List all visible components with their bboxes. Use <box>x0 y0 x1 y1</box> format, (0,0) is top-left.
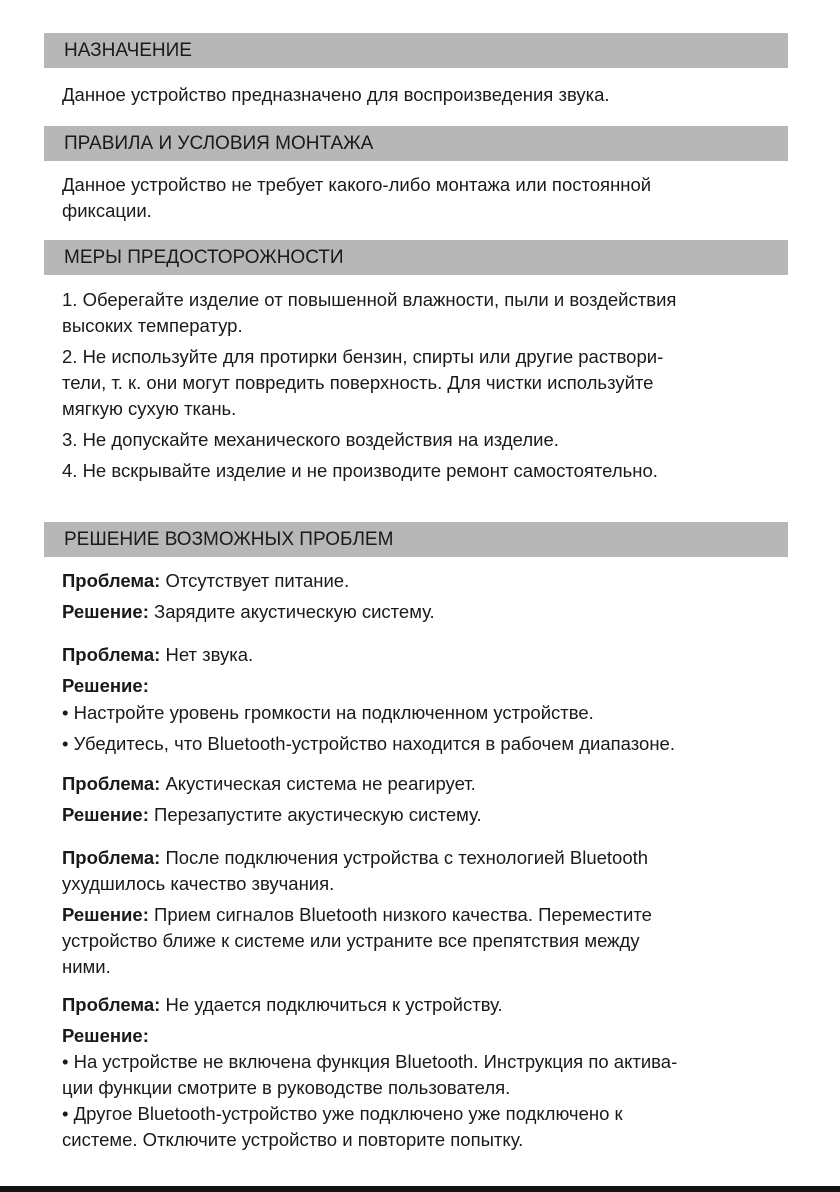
precaution-line: высоких температур. <box>62 315 243 336</box>
problem-text: Акустическая система не реагирует. <box>165 773 476 794</box>
section-title: ПРАВИЛА И УСЛОВИЯ МОНТАЖА <box>64 133 374 154</box>
solution-text: Зарядите акустическую систему. <box>154 601 435 622</box>
problem-3 <box>62 771 782 797</box>
problem-text: После подключения устройства с технологией Bluetooth <box>165 847 649 868</box>
precaution-line: 2. Не используйте для протирки бензин, спирты или другие раствори- <box>62 346 664 367</box>
problem-text: Не удается подключиться к устройству. <box>165 994 503 1015</box>
problem-label: Проблема: <box>62 644 161 665</box>
solution-label: Решение: <box>62 904 149 925</box>
section-title: МЕРЫ ПРЕДОСТОРОЖНОСТИ <box>64 247 344 268</box>
solution-item: • Настройте уровень громкости на подключенном устройстве. <box>62 702 594 723</box>
precaution-line: тели, т. к. они могут повредить поверхность. Для чистки используйте <box>62 372 654 393</box>
precaution-line: 3. Не допускайте механического воздействия на изделие. <box>62 429 559 450</box>
section-title: РЕШЕНИЕ ВОЗМОЖНЫХ ПРОБЛЕМ <box>64 529 394 550</box>
purpose-text: Данное устройство предназначено для воспроизведения звука. <box>62 84 610 105</box>
solution-label: Решение: <box>62 1025 149 1046</box>
solution-item: • Другое Bluetooth-устройство уже подключено уже подключено к <box>62 1103 623 1124</box>
solution-1 <box>62 599 782 625</box>
solution-text: Перезапустите акустическую систему. <box>154 804 482 825</box>
solution-item: • На устройстве не включена функция Bluetooth. Инструкция по актива- <box>62 1051 678 1072</box>
section-header-troubleshooting <box>44 522 788 557</box>
solution-item: системе. Отключите устройство и повторите попытку. <box>62 1129 524 1150</box>
problem-4 <box>62 845 782 871</box>
section-header-precautions <box>44 240 788 275</box>
problem-label: Проблема: <box>62 570 161 591</box>
problem-text: Нет звука. <box>165 644 254 665</box>
problem-label: Проблема: <box>62 847 161 868</box>
solution-text-line: устройство ближе к системе или устраните все препятствия между <box>62 930 640 951</box>
solution-text-line: ними. <box>62 956 111 977</box>
page-bottom-rule <box>0 1186 840 1192</box>
problem-1 <box>62 568 782 594</box>
section-title: НАЗНАЧЕНИЕ <box>64 40 192 61</box>
problem-text-line: ухудшилось качество звучания. <box>62 873 335 894</box>
solution-item: • Убедитесь, что Bluetooth-устройство находится в рабочем диапазоне. <box>62 733 675 754</box>
section-header-installation <box>44 126 788 161</box>
solution-label: Решение: <box>62 601 149 622</box>
installation-line: Данное устройство не требует какого-либо монтажа или постоянной <box>62 174 652 195</box>
solution-3 <box>62 802 782 828</box>
problem-2 <box>62 642 782 668</box>
solution-label: Решение: <box>62 675 149 696</box>
solution-4 <box>62 902 782 928</box>
precaution-line: мягкую сухую ткань. <box>62 398 237 419</box>
problem-label: Проблема: <box>62 773 161 794</box>
precaution-line: 4. Не вскрывайте изделие и не производите ремонт самостоятельно. <box>62 460 658 481</box>
solution-item: ции функции смотрите в руководстве пользователя. <box>62 1077 511 1098</box>
solution-label: Решение: <box>62 804 149 825</box>
problem-label: Проблема: <box>62 994 161 1015</box>
section-header-purpose <box>44 33 788 68</box>
precaution-line: 1. Оберегайте изделие от повышенной влажности, пыли и воздействия <box>62 289 677 310</box>
problem-5 <box>62 992 782 1018</box>
installation-line: фиксации. <box>62 200 152 221</box>
solution-text: Прием сигналов Bluetooth низкого качества. Переместите <box>154 904 652 925</box>
problem-text: Отсутствует питание. <box>165 570 350 591</box>
